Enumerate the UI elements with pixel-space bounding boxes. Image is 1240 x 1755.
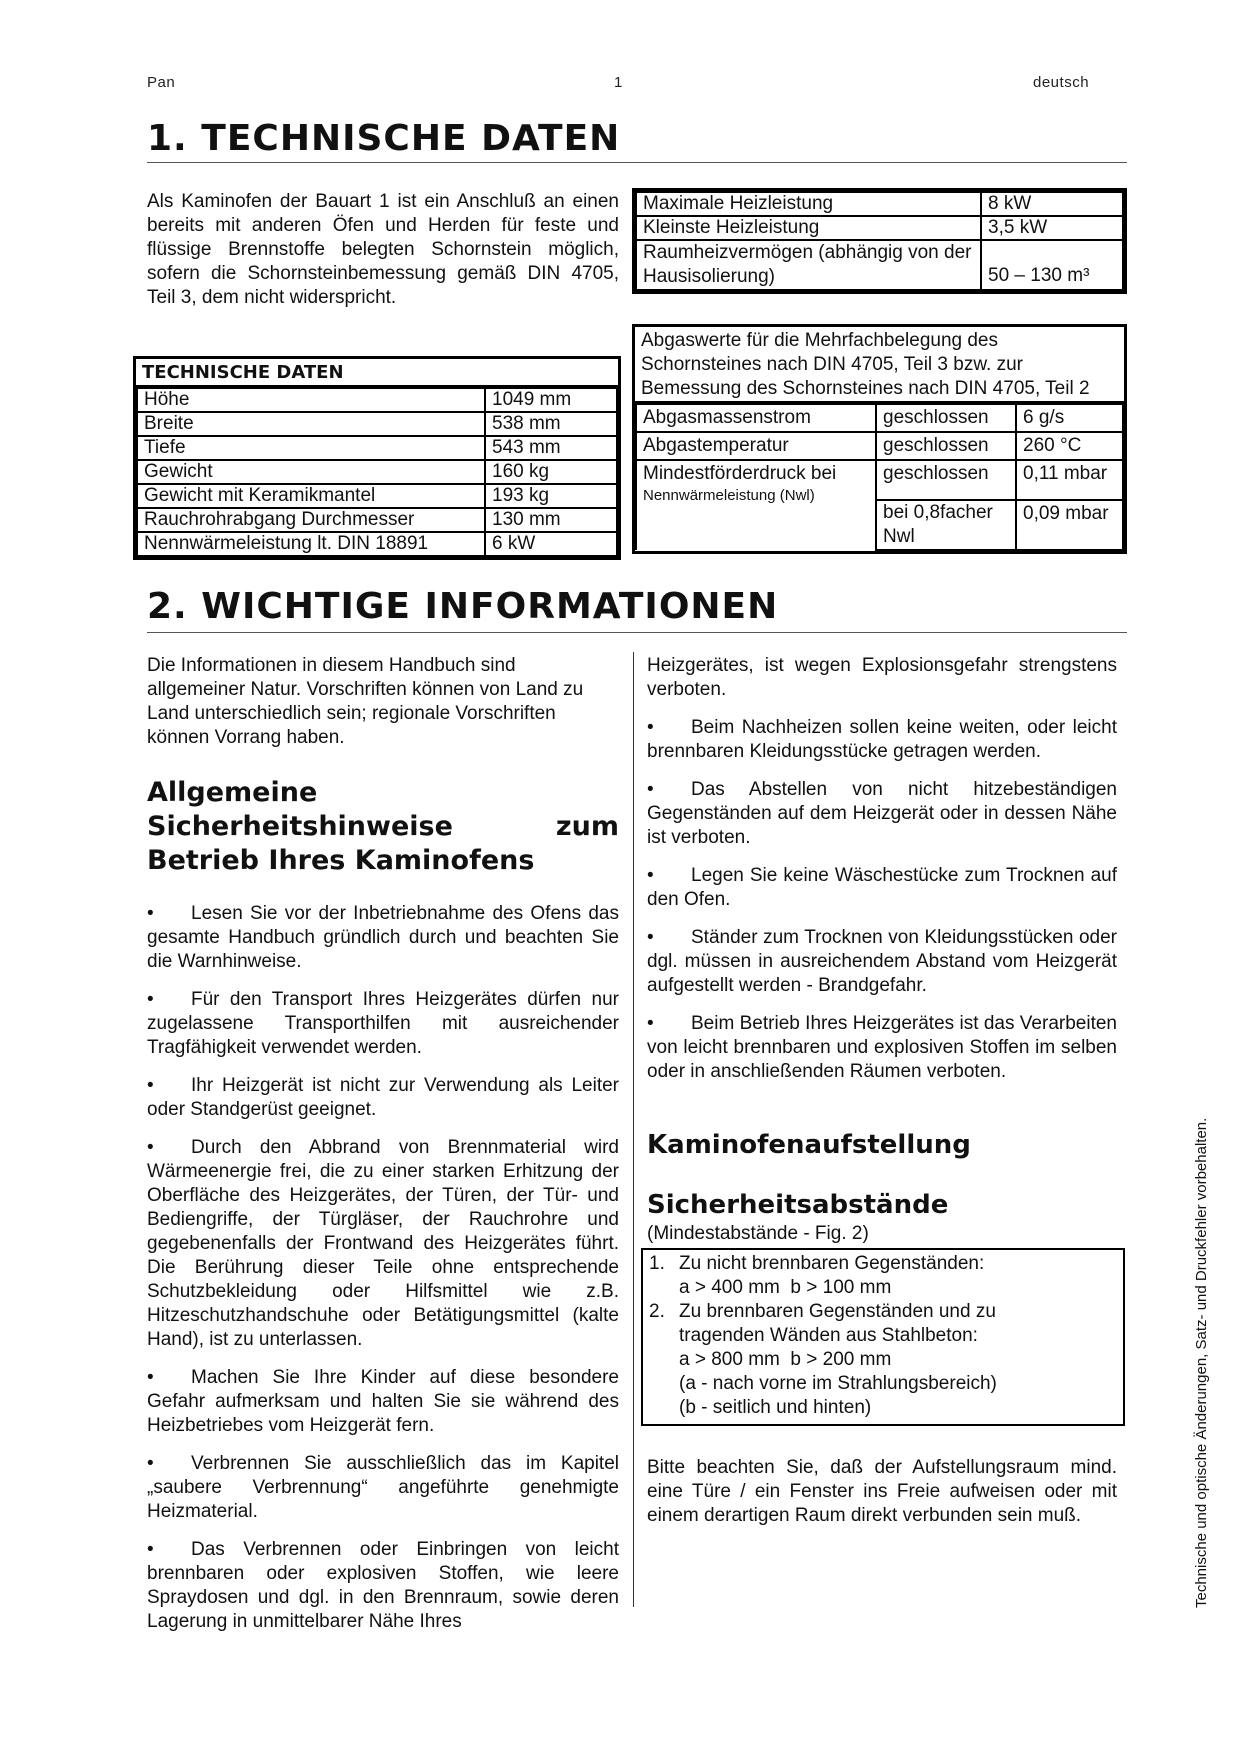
exhaust-table xyxy=(632,324,1127,554)
header-left: Pan xyxy=(147,74,176,91)
tech-row-value: 130 mm xyxy=(485,508,617,532)
safety-bullet-item xyxy=(647,864,1117,912)
safety-bullet-text: Für den Transport Ihres Heizgerätes dürfen nur zugelassene Transporthilfen mit ausreichender Tragfähigkeit verwendet werden. xyxy=(147,989,619,1058)
exhaust-row-value: 0,11 mbar xyxy=(1016,460,1123,500)
distance-item2-values: a > 800 mm b > 200 mm xyxy=(679,1349,892,1370)
safety-bullet-item xyxy=(147,1366,619,1438)
bullet-icon: • xyxy=(147,989,154,1010)
bullet-icon: • xyxy=(147,903,154,924)
tech-row-label: Höhe xyxy=(137,388,485,412)
power-table-row xyxy=(636,192,1123,216)
distance-item2-note1: (a - nach vorne im Strahlungsbereich) xyxy=(679,1373,997,1394)
safety-heading: Allgemeine Sicherheitshinweise zum Betrieb Ihres Kaminofens xyxy=(147,777,619,876)
header-language: deutsch xyxy=(1033,74,1090,91)
exhaust-row-label-text: Abgastemperatur xyxy=(643,435,789,456)
exhaust-row-label xyxy=(636,460,876,550)
tech-table-row xyxy=(137,460,617,484)
exhaust-row-label-text: Abgasmassenstrom xyxy=(643,407,811,428)
tech-row-value: 193 kg xyxy=(485,484,617,508)
tech-data-table xyxy=(133,356,621,560)
safety-bullets-right xyxy=(647,716,1117,1084)
distance-item1-number: 1. xyxy=(649,1253,665,1274)
bullet-icon: • xyxy=(147,1453,154,1474)
tech-row-label: Rauchrohrabgang Durchmesser xyxy=(137,508,485,532)
bullet-icon: • xyxy=(647,1013,654,1034)
exhaust-row-label xyxy=(636,432,876,460)
section1-rule xyxy=(147,162,1127,163)
tech-table-row xyxy=(137,508,617,532)
safety-bullet-text: Ihr Heizgerät ist nicht zur Verwendung als Leiter oder Standgerüst geeignet. xyxy=(147,1075,619,1120)
tech-table-row xyxy=(137,532,617,556)
tech-table-row xyxy=(137,436,617,460)
bullet-icon: • xyxy=(647,865,654,886)
exhaust-row-state: geschlossen xyxy=(876,404,1016,432)
exhaust-row-sublabel: Nennwärmeleistung (Nwl) xyxy=(643,487,815,504)
power-row-value: 50 – 130 m³ xyxy=(981,240,1123,290)
distance-item2-note2: (b - seitlich und hinten) xyxy=(679,1397,872,1418)
bullet-icon: • xyxy=(647,779,654,800)
tech-row-value: 6 kW xyxy=(485,532,617,556)
exhaust-row-state: geschlossen xyxy=(876,432,1016,460)
bullet-icon: • xyxy=(147,1137,154,1158)
placement-heading: Kaminofenaufstellung xyxy=(647,1130,971,1160)
exhaust-row-value: 6 g/s xyxy=(1016,404,1123,432)
power-table-row xyxy=(636,216,1123,240)
tech-row-label: Nennwärmeleistung lt. DIN 18891 xyxy=(137,532,485,556)
page-number: 1 xyxy=(614,74,623,91)
exhaust-table-row xyxy=(636,432,1123,460)
tech-row-label: Gewicht mit Keramikmantel xyxy=(137,484,485,508)
safety-bullets-left xyxy=(147,902,619,1634)
tech-row-value: 538 mm xyxy=(485,412,617,436)
safety-bullet-text: Das Abstellen von nicht hitzebeständigen Gegenständen auf dem Heizgerät oder in dessen Nähe ist verboten. xyxy=(647,779,1117,848)
safety-bullet-item xyxy=(147,1538,619,1634)
tech-row-value: 1049 mm xyxy=(485,388,617,412)
safety-bullet-item xyxy=(647,926,1117,998)
tech-row-value: 160 kg xyxy=(485,460,617,484)
distance-box xyxy=(641,1248,1125,1426)
exhaust-row-value: 260 °C xyxy=(1016,432,1123,460)
exhaust-row-value: 0,09 mbar xyxy=(1016,500,1123,550)
safety-bullet-item xyxy=(647,1012,1117,1084)
tech-row-label: Tiefe xyxy=(137,436,485,460)
power-row-label: Raumheizvermögen (abhängig von der Hausisolierung) xyxy=(636,240,981,290)
right-column xyxy=(647,654,1117,1528)
safety-bullet-text: Das Verbrennen oder Einbringen von leicht brennbaren oder explosiven Stoffen, wie leere Spraydosen und dgl. in den Brennraum, sowie deren Lagerung in unmittelbarer Nähe Ihres xyxy=(147,1539,619,1632)
exhaust-table-row xyxy=(636,404,1123,432)
section1-intro: Als Kaminofen der Bauart 1 ist ein Anschluß an einen bereits mit anderen Öfen und Herden für feste und flüssige Brennstoffe belegten Schornstein möglich, sofern die Schornsteinbemessung gemäß DIN 4705, Teil 3, dem nicht widerspricht. xyxy=(147,191,619,308)
distance-item1-values: a > 400 mm b > 100 mm xyxy=(679,1277,892,1298)
tech-table-title: TECHNISCHE DATEN xyxy=(136,359,618,387)
tech-row-label: Breite xyxy=(137,412,485,436)
safety-bullet-text: Beim Betrieb Ihres Heizgerätes ist das Verarbeiten von leicht brennbaren und explosiven Stoffen im selben oder in anschließenden Räumen verboten. xyxy=(647,1013,1117,1082)
distance-item2-number: 2. xyxy=(649,1301,665,1322)
column-divider xyxy=(633,652,634,1607)
section2-rule xyxy=(147,632,1127,633)
section2-title: 2. WICHTIGE INFORMATIONEN xyxy=(147,586,779,627)
bullet-icon: • xyxy=(147,1367,154,1388)
exhaust-row-label-text: Mindestförderdruck bei xyxy=(643,463,837,484)
left-column xyxy=(147,654,619,1648)
distance-subtitle: (Mindestabstände - Fig. 2) xyxy=(647,1223,869,1244)
safety-bullet-item xyxy=(147,902,619,974)
tech-table-row xyxy=(137,388,617,412)
safety-bullet-item xyxy=(147,1136,619,1352)
distance-heading: Sicherheitsabstände xyxy=(647,1190,949,1220)
power-row-value: 8 kW xyxy=(981,192,1123,216)
section1-title: 1. TECHNISCHE DATEN xyxy=(147,118,621,159)
exhaust-row-state: geschlossen xyxy=(876,460,1016,500)
bullet-icon: • xyxy=(147,1539,154,1560)
safety-bullet-text: Machen Sie Ihre Kinder auf diese besondere Gefahr aufmerksam und halten Sie sie während des Heizbetriebes vom Heizgerät fern. xyxy=(147,1367,619,1436)
safety-bullet-item xyxy=(147,1074,619,1122)
tech-row-value: 543 mm xyxy=(485,436,617,460)
safety-bullet-text: Lesen Sie vor der Inbetriebnahme des Ofens das gesamte Handbuch gründlich durch und beachten Sie die Warnhinweise. xyxy=(147,903,619,972)
safety-bullet-text: Beim Nachheizen sollen keine weiten, oder leicht brennbaren Kleidungsstücke getragen werden. xyxy=(647,717,1117,762)
safety-bullet-item xyxy=(647,716,1117,764)
bullet-icon: • xyxy=(647,927,654,948)
power-table-row xyxy=(636,240,1123,290)
safety-bullet-text: Ständer zum Trocknen von Kleidungsstücken oder dgl. müssen in ausreichendem Abstand vom Heizgerät aufgestellt werden - Brandgefahr. xyxy=(647,927,1117,996)
exhaust-table-title: Abgaswerte für die Mehrfachbelegung des Schornsteines nach DIN 4705, Teil 3 bzw. zur Bemessung des Schornsteines nach DIN 4705, Teil 2 xyxy=(635,327,1124,403)
power-row-label: Maximale Heizleistung xyxy=(636,192,981,216)
tech-table-row xyxy=(137,484,617,508)
exhaust-table-row xyxy=(636,460,1123,500)
closing-text: Bitte beachten Sie, daß der Aufstellungsraum mind. eine Türe / ein Fenster ins Freie aufweisen oder mit einem derartigen Raum direkt verbunden sein muß. xyxy=(647,1457,1117,1526)
exhaust-row-state: bei 0,8facher Nwl xyxy=(876,500,1016,550)
exhaust-row-label xyxy=(636,404,876,432)
power-table xyxy=(632,188,1127,294)
tech-row-label: Gewicht xyxy=(137,460,485,484)
distance-item2-text: Zu brennbaren Gegenständen und zu tragenden Wänden aus Stahlbeton: xyxy=(679,1301,996,1346)
distance-item1-text: Zu nicht brennbaren Gegenständen: xyxy=(679,1253,985,1274)
bullet-icon: • xyxy=(647,717,654,738)
safety-bullet-text: Verbrennen Sie ausschließlich das im Kapitel „saubere Verbrennung“ angeführte genehmigte Heizmaterial. xyxy=(147,1453,619,1522)
safety-bullet-item xyxy=(147,988,619,1060)
safety-bullet-item xyxy=(647,778,1117,850)
side-disclaimer: Technische und optische Änderungen, Satz- und Druckfehler vorbehalten. xyxy=(1193,1117,1210,1608)
power-row-value: 3,5 kW xyxy=(981,216,1123,240)
continued-text: Heizgerätes, ist wegen Explosionsgefahr strengstens verboten. xyxy=(647,655,1117,700)
safety-bullet-text: Durch den Abbrand von Brennmaterial wird Wärmeenergie frei, die zu einer starken Erhitzung der Oberfläche des Heizgerätes, der Türen, der Tür- und Bediengriffe, der Türgläser, der Rauchrohre und gegebenenfalls der Frontwand des Heizgerätes führt. Die Berührung dieser Teile ohne entsprechende Schutzbekleidung oder Hilfsmittel wie z.B. Hitzeschutzhandschuhe oder Betätigungsmittel (kalte Hand), ist zu unterlassen. xyxy=(147,1137,619,1350)
safety-bullet-text: Legen Sie keine Wäschestücke zum Trocknen auf den Ofen. xyxy=(647,865,1117,910)
power-row-label: Kleinste Heizleistung xyxy=(636,216,981,240)
safety-bullet-item xyxy=(147,1452,619,1524)
tech-table-row xyxy=(137,412,617,436)
bullet-icon: • xyxy=(147,1075,154,1096)
section2-intro: Die Informationen in diesem Handbuch sind allgemeiner Natur. Vorschriften können von Land zu Land unterschiedlich sein; regionale Vorschriften können Vorrang haben. xyxy=(147,655,584,748)
